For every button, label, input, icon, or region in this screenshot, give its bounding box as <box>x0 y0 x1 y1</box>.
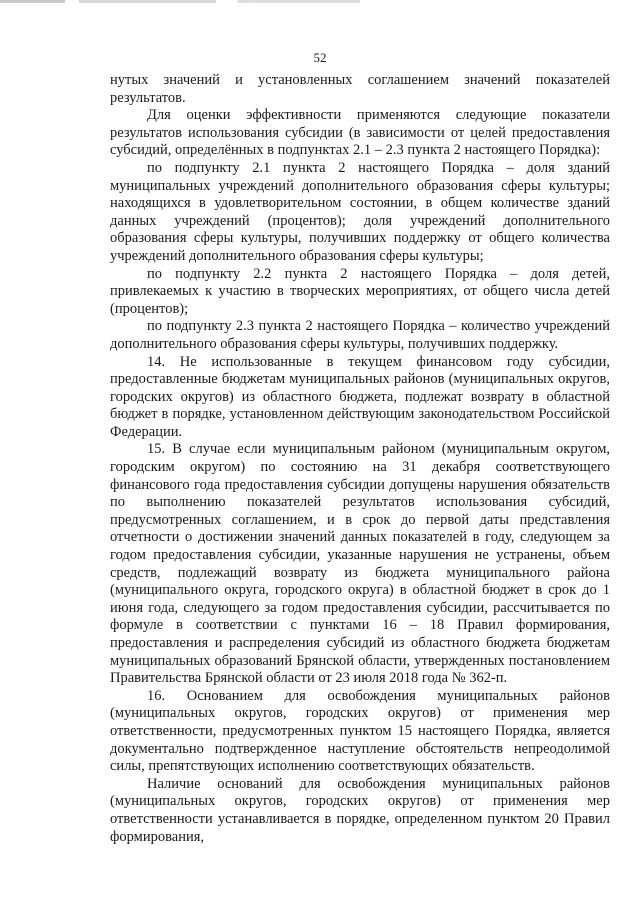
paragraph-grounds-release: Наличие оснований для освобождения муниципальных районов (муниципальных округов, городских округов) от применения мер ответственности устанавливается в порядке, определенном пунктом 20 Правил формирования, <box>110 775 610 845</box>
paragraph-subitem-2-3: по подпункту 2.3 пункта 2 настоящего Порядка – количество учреждений дополнительного образования сферы культуры, получивших поддержку. <box>110 318 610 352</box>
paragraph-clause-15: 15. В случае если муниципальным районом (муниципальным округом, городским округом) по состоянию на 31 декабря соответствующего финансового года предоставления субсидии допущены нарушения обязательств по выполнению показателей результатов использования субсидий, предусмотренных соглашением, и в срок до первой даты представления отчетности о достижении значений данных показателей в году, следующем за годом предоставления субсидии, указанные нарушения не устранены, объем средств, подлежащий возврату из бюджета муниципального района (муниципального округа, городского округа) в областной бюджет в срок до 1 июня года, следующего за годом предоставления субсидии, рассчитывается по формуле в соответствии с пунктами 16 – 18 Правил формирования, предоставления и распределения субсидий из областного бюджета бюджетам муниципальных образований Брянской области, утвержденных постановлением Правительства Брянской области от 23 июля 2018 года № 362-п. <box>110 441 610 687</box>
paragraph-clause-16: 16. Основанием для освобождения муниципальных районов (муниципальных округов, городских округов) от применения мер ответственности, предусмотренных пунктом 15 настоящего Порядка, является документально подтвержденное наступление обстоятельств непреодолимой силы, препятствующих исполнению соответствующих обязательств. <box>110 687 610 775</box>
paragraph-continuation: нутых значений и установленных соглашением значений показателей результатов. <box>110 72 610 106</box>
page-number: 52 <box>313 50 327 65</box>
paragraph-subitem-2-2: по подпункту 2.2 пункта 2 настоящего Порядка – доля детей, привлекаемых к участию в творческих мероприятиях, от общего числа детей (процентов); <box>110 265 610 317</box>
paragraph-indicators-intro: Для оценки эффективности применяются следующие показатели результатов использования субсидии (в зависимости от целей предоставления субсидий, определённых в подпунктах 2.1 – 2.3 пункта 2 настоящего Порядка): <box>110 107 610 159</box>
scan-edge-mark <box>0 0 360 3</box>
paragraph-clause-14: 14. Не использованные в текущем финансовом году субсидии, предоставленные бюджетам муниципальных районов (муниципальных округов, городских округов) из областного бюджета, подлежат возврату в областной бюджет в порядке, установленном действующим законодательством Российской Федерации. <box>110 353 610 440</box>
document-body <box>110 72 610 846</box>
paragraph-subitem-2-1: по подпункту 2.1 пункта 2 настоящего Порядка – доля зданий муниципальных учреждений дополнительного образования сферы культуры; находящихся в удовлетворительном состоянии, в общем количестве зданий данных учреждений (процентов); доля учреждений дополнительного образования сферы культуры, получивших поддержку от общего количества учреждений дополнительного образования сферы культуры; <box>110 159 610 264</box>
